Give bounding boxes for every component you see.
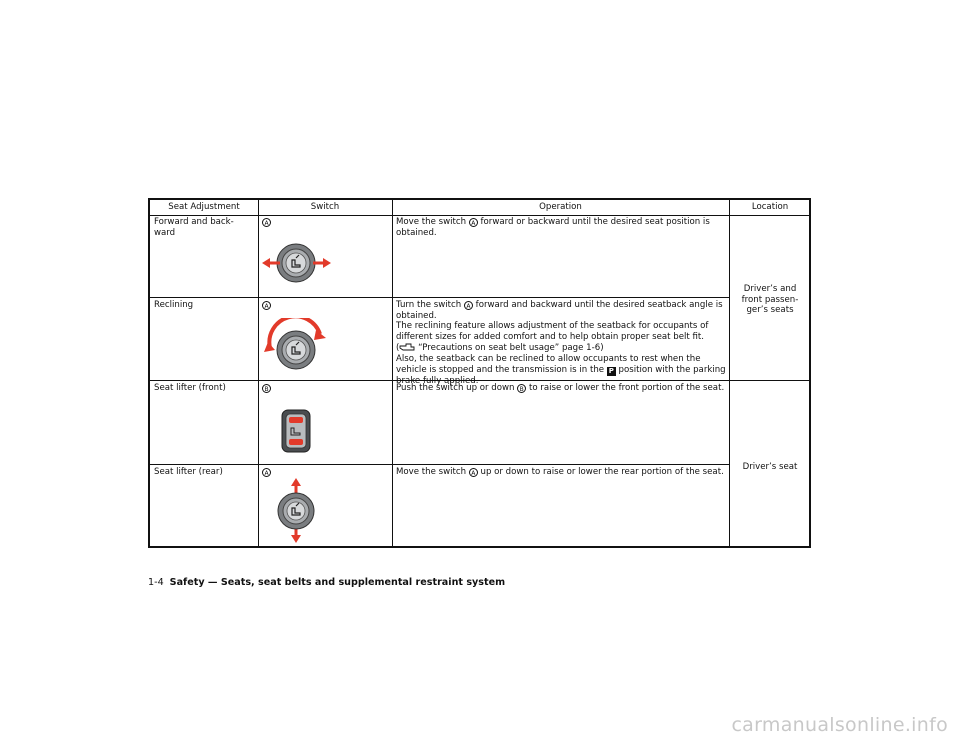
header-operation: Operation [539,202,582,212]
row-reclining-operation: Turn the switch A forward and backward until the desired seatback angle is obtained. The reclining feature allows adjustment of the seatback for occupants of different sizes for added comfort and to help obtain proper seat belt fit. ( “Precautions on seat belt usage” page 1-6) Also, the seatback can be reclined to allow occupants to rest when the vehicle is stopped and the transmission is in the P position with the parking brake fully applied. [396,300,726,386]
switch-label: A [262,217,271,228]
page-footer [148,577,505,588]
header-seat-adjustment: Seat Adjustment [168,202,240,212]
location-drivers-seat: Driver’s seat [742,462,798,472]
row-seat-lifter-rear-label: Seat lifter (rear) [154,467,223,477]
seat-adjustment-table [148,198,811,548]
page-reference-icon [399,342,415,352]
lifter-rear-switch-diagram [258,478,392,544]
row-divider [150,464,729,465]
header-location: Location [751,202,789,212]
section-title: Safety — Seats, seat belts and supplemental restraint system [169,577,506,588]
row-divider [150,297,729,298]
switch-label: B [262,383,271,394]
row-seat-lifter-front-operation: Push the switch up or down B to raise or lower the front portion of the seat. [396,383,725,393]
row-seat-lifter-rear-operation: Move the switch A up or down to raise or lower the rear portion of the seat. [396,467,724,477]
watermark: carmanualsonline.info [731,714,948,736]
column-divider [729,200,730,546]
row-forward-backward-operation: Move the switch A forward or backward until the desired seat position is obtained. [396,217,710,238]
park-position-icon: P [608,366,614,375]
switch-letter-badge: A [469,468,478,477]
switch-letter-badge: A [464,301,473,310]
row-seat-lifter-front-label: Seat lifter (front) [154,383,226,393]
column-divider [392,200,393,546]
location-drivers-and-passengers: Driver’s and front passen- ger’s seats [741,284,799,316]
switch-letter-badge: A [469,218,478,227]
row-reclining-label: Reclining [154,300,194,310]
table-header [150,200,809,216]
switch-label: A [262,467,271,478]
row-forward-backward-label: Forward and back- ward [154,217,234,238]
switch-label: A [262,300,271,311]
lifter-switch-diagram [258,404,392,460]
recline-switch-diagram [258,318,392,380]
slide-switch-diagram [258,238,392,296]
page-number: 1-4 [148,577,164,588]
header-switch: Switch [310,202,340,212]
switch-letter-badge: B [517,384,526,393]
